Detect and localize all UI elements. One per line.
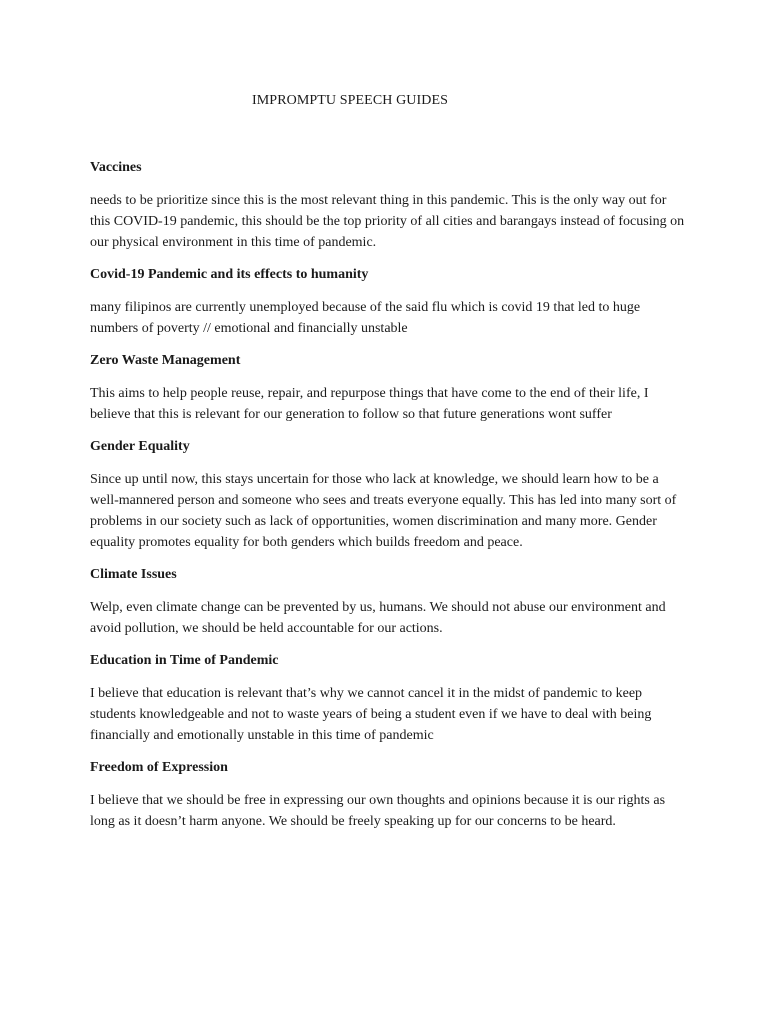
section-heading: Gender Equality <box>90 439 190 454</box>
section-zero-waste <box>90 351 690 425</box>
section-body: Welp, even climate change can be prevented by us, humans. We should not abuse our environment and avoid pollution, we should be held accountable for our actions. <box>90 600 666 636</box>
document-title: IMPROMPTU SPEECH GUIDES <box>252 93 448 108</box>
section-body: many filipinos are currently unemployed because of the said flu which is covid 19 that led to huge numbers of poverty // emotional and financially unstable <box>90 300 641 336</box>
document-content <box>90 158 690 844</box>
section-heading: Education in Time of Pandemic <box>90 653 279 668</box>
section-climate-issues <box>90 565 690 639</box>
section-body: needs to be prioritize since this is the most relevant thing in this pandemic. This is the only way out for this COVID-19 pandemic, this should be the top priority of all cities and barangays instead of focusing on our physical environment in this time of pandemic. <box>90 193 685 250</box>
section-freedom-of-expression <box>90 758 690 832</box>
section-education-pandemic <box>90 651 690 746</box>
section-body: I believe that education is relevant that’s why we cannot cancel it in the midst of pandemic to keep students knowledgeable and not to waste years of being a student even if we have to deal with being financially and emotionally unstable in this time of pandemic <box>90 686 652 743</box>
section-body: Since up until now, this stays uncertain for those who lack at knowledge, we should learn how to be a well-mannered person and someone who sees and treats everyone equally. This has led into many sort of problems in our society such as lack of opportunities, women discrimination and many more. Gender equality promotes equality for both genders which builds freedom and peace. <box>90 472 677 550</box>
section-vaccines <box>90 158 690 253</box>
section-covid-19-effects <box>90 265 690 339</box>
section-heading: Zero Waste Management <box>90 353 241 368</box>
section-heading: Vaccines <box>90 160 142 175</box>
section-gender-equality <box>90 437 690 553</box>
section-heading: Climate Issues <box>90 567 177 582</box>
section-heading: Freedom of Expression <box>90 760 228 775</box>
section-heading: Covid-19 Pandemic and its effects to humanity <box>90 267 369 282</box>
section-body: I believe that we should be free in expressing our own thoughts and opinions because it is our rights as long as it doesn’t harm anyone. We should be freely speaking up for our concerns to be heard. <box>90 793 666 829</box>
section-body: This aims to help people reuse, repair, and repurpose things that have come to the end of their life, I believe that this is relevant for our generation to follow so that future generations wont suffer <box>90 386 649 422</box>
